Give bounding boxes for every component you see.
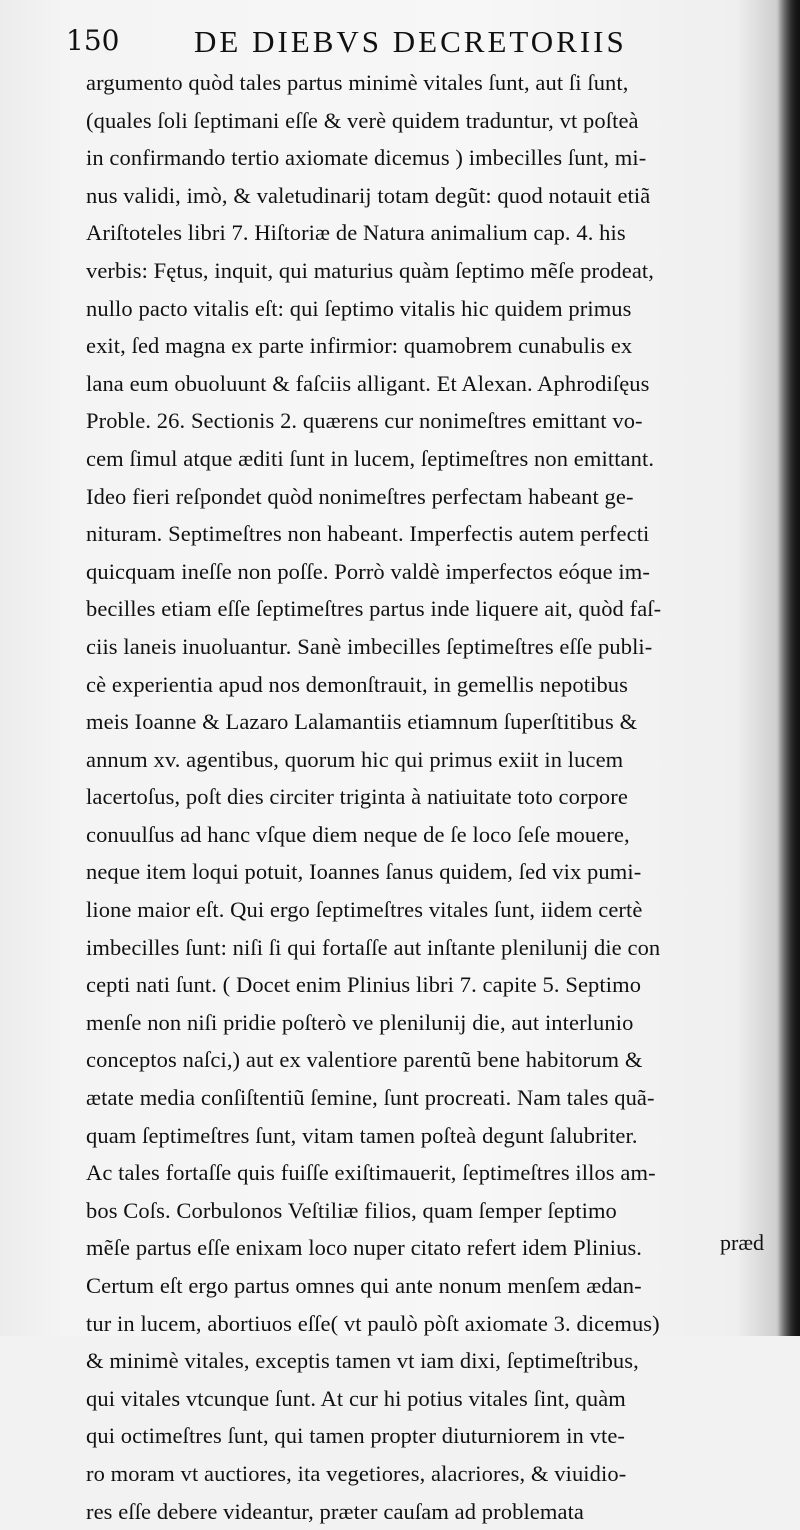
running-head: DE DIEBVS DECRETORIIS — [194, 24, 627, 59]
text-line: ciis laneis inuoluantur. Sanè imbecilles ſeptimeſtres eſſe publi- — [86, 633, 653, 659]
text-line: argumento quòd tales partus minimè vitales ſunt, aut ſi ſunt, — [86, 70, 629, 95]
page-edge-shadow — [778, 0, 800, 1336]
text-line: nituram. Septimeſtres non habeant. Imperfectis autem perfecti — [86, 521, 650, 547]
text-line: verbis: Fętus, inquit, qui maturius quàm ſeptimo mẽſe prodeat, — [86, 257, 654, 283]
text-line: cè experientia apud nos demonſtrauit, in gemellis nepotibus — [86, 671, 629, 697]
body-text — [86, 64, 770, 1530]
text-line: bos Coſs. Corbulonos Veſtiliæ filios, quam ſemper ſeptimo — [86, 1197, 617, 1223]
page-number: 150 — [66, 24, 120, 57]
text-line: Ideo fieri reſpondet quòd nonimeſtres perfectam habeant ge- — [86, 483, 634, 509]
text-line: lione maior eſt. Qui ergo ſeptimeſtres vitales ſunt, iidem certè — [86, 897, 643, 923]
text-line: tur in lucem, abortiuos eſſe( vt paulò pòſt axiomate 3. dicemus) — [86, 1310, 660, 1336]
text-line: menſe non niſi pridie poſterò ve plenilunij die, aut interlunio — [86, 1009, 634, 1035]
text-line: imbecilles ſunt: niſi ſi qui fortaſſe aut inſtante plenilunij die con — [86, 934, 661, 960]
text-line: Proble. 26. Sectionis 2. quærens cur nonimeſtres emittant vo- — [86, 408, 643, 434]
text-line: Certum eſt ergo partus omnes qui ante nonum menſem ædan- — [86, 1273, 642, 1298]
text-line: qui octimeſtres ſunt, qui tamen propter diuturniorem in vte- — [86, 1423, 626, 1449]
text-line: cepti nati ſunt. ( Docet enim Plinius libri 7. capite 5. Septimo — [86, 972, 642, 998]
text-line: Ariſtoteles libri 7. Hiſtoriæ de Natura animalium cap. 4. his — [86, 220, 626, 246]
text-line: quicquam ineſſe non poſſe. Porrò valdè imperfectos eóque im- — [86, 558, 650, 584]
text-line: meis Ioanne & Lazaro Lalamantiis etiamnum ſuperſtitibus & — [86, 709, 638, 735]
text-line: & minimè vitales, exceptis tamen vt iam dixi, ſeptimeſtribus, — [86, 1348, 639, 1374]
page-header — [66, 14, 766, 70]
text-line: lacertoſus, poſt dies circiter triginta à natiuitate toto corpore — [86, 784, 628, 810]
text-line: ro moram vt auctiores, ita vegetiores, alacriores, & viuidio- — [86, 1460, 627, 1486]
text-line: Ac tales fortaſſe quis fuiſſe exiſtimauerit, ſeptimeſtres illos am- — [86, 1160, 656, 1186]
catchword: præd — [720, 1230, 764, 1255]
text-line: in confirmando tertio axiomate dicemus ) imbecilles ſunt, mi- — [86, 145, 647, 171]
text-line: exit, ſed magna ex parte infirmior: quamobrem cunabulis ex — [86, 333, 633, 359]
text-line: nus validi, imò, & valetudinarij totam degũt: quod notauit etiã — [86, 182, 651, 208]
text-line: quam ſeptimeſtres ſunt, vitam tamen poſteà degunt ſalubriter. — [86, 1122, 638, 1148]
text-line: res eſſe debere videantur, præter cauſam ad problemata — [86, 1498, 585, 1524]
text-line: (quales ſoli ſeptimani eſſe & verè quidem traduntur, vt poſteà — [86, 107, 639, 133]
text-line: nullo pacto vitalis eſt: qui ſeptimo vitalis hic quidem primus — [86, 295, 632, 321]
text-line: conuulſus ad hanc vſque diem neque de ſe loco ſeſe mouere, — [86, 821, 630, 847]
text-line: mẽſe partus eſſe enixam loco nuper citato refert idem Plinius. — [86, 1235, 643, 1261]
text-line: cem ſimul atque æditi ſunt in lucem, ſeptimeſtres non emittant. — [86, 445, 655, 471]
text-line: ætate media conſiſtentiũ ſemine, ſunt procreati. Nam tales quã- — [86, 1085, 655, 1111]
text-line: annum xv. agentibus, quorum hic qui primus exiit in lucem — [86, 746, 624, 772]
text-line: conceptos naſci,) aut ex valentiore parentũ bene habitorum & — [86, 1047, 643, 1073]
text-line: lana eum obuoluunt & faſciis alligant. Et Alexan. Aphrodiſęus — [86, 370, 650, 396]
text-line: neque item loqui potuit, Ioannes ſanus quidem, ſed vix pumi- — [86, 859, 642, 885]
text-line: qui vitales vtcunque ſunt. At cur hi potius vitales ſint, quàm — [86, 1385, 626, 1411]
text-line: becilles etiam eſſe ſeptimeſtres partus inde liquere ait, quòd faſ- — [86, 596, 662, 622]
